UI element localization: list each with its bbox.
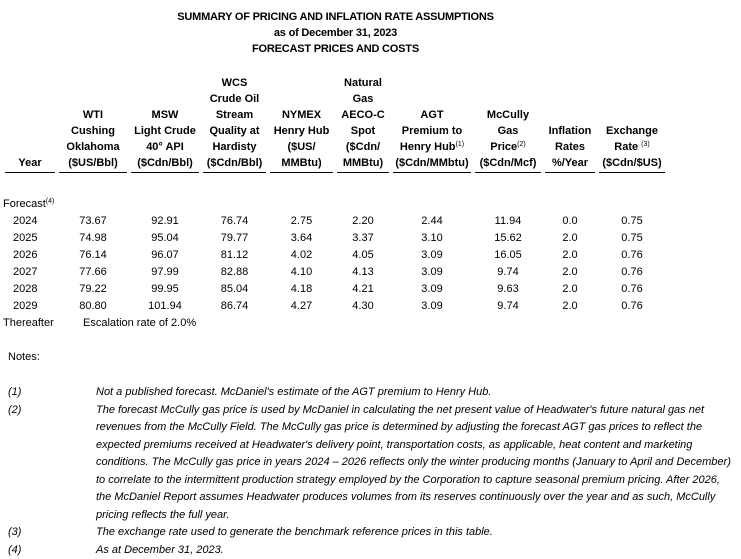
value-cell: 0.76 (597, 264, 667, 281)
value-cell: 2.75 (268, 213, 335, 230)
value-cell: 79.22 (57, 281, 129, 298)
column-header-line: WTI (57, 107, 129, 123)
note-number: (3) (8, 524, 96, 542)
value-cell: 0.76 (597, 298, 667, 315)
value-cell: 3.09 (391, 264, 473, 281)
column-header-line: Gas (473, 123, 543, 139)
column-header (473, 75, 543, 174)
column-header-line: Natural (335, 75, 391, 91)
value-cell: 73.67 (57, 213, 129, 230)
value-cell: 3.09 (391, 281, 473, 298)
note-number: (2) (8, 402, 96, 525)
value-cell: 85.04 (201, 281, 268, 298)
value-cell: 76.74 (201, 213, 268, 230)
column-header-line: %/Year (545, 155, 595, 173)
value-cell: 101.94 (129, 298, 201, 315)
column-header-line: Crude Oil (201, 91, 268, 107)
column-header-line: Hardisty (201, 139, 268, 155)
column-header-line-wrap (597, 139, 667, 155)
column-header-line: Spot (335, 123, 391, 139)
column-header-line: ($US/ (268, 139, 335, 155)
column-header-line: ($Cdn/Bbl) (203, 155, 266, 173)
year-cell: 2025 (3, 230, 57, 247)
column-header-line: ($Cdn/Bbl) (131, 155, 199, 173)
column-header-line: ($Cdn/ (335, 139, 391, 155)
value-cell: 77.66 (57, 264, 129, 281)
year-cell: 2029 (3, 298, 57, 315)
footnote-ref: (2) (517, 141, 526, 148)
note-text: Not a published forecast. McDaniel's estimate of the AGT premium to Henry Hub. (96, 384, 733, 402)
column-header-line: 40° API (129, 139, 201, 155)
column-header (129, 75, 201, 174)
table-row (3, 213, 667, 230)
column-header-line-wrap (391, 139, 473, 155)
column-header-line: Oklahoma (57, 139, 129, 155)
value-cell: 81.12 (201, 247, 268, 264)
table-row (3, 281, 667, 298)
footnote-ref: (3) (641, 141, 650, 148)
column-header-line: WCS (201, 75, 268, 91)
value-cell: 3.09 (391, 247, 473, 264)
value-cell: 16.05 (473, 247, 543, 264)
column-header-line: Inflation (543, 123, 597, 139)
column-header-line: AGT (391, 107, 473, 123)
note-item (8, 384, 733, 402)
value-cell: 3.64 (268, 230, 335, 247)
table-header-row (3, 75, 667, 174)
value-cell: 4.05 (335, 247, 391, 264)
note-text: The forecast McCully gas price is used by McDaniel in calculating the net present value of Headwater's future natural gas net revenues from the McCully Field. The McCully gas price is determined by adjusting the forecast AGT gas prices to reflect the expected premiums received at Headwater's delivery point, transportation costs, as applicable, heat content and marketing conditions. The McCully gas price in years 2024 – 2026 reflects only the winter producing months (January to April and December) to correlate to the intermittent production strategy employed by the Corporation to capture seasonal premium pricing. After 2026, the McDaniel Report assumes Headwater produces volumes from its reserves continuously over the year and as such, McCully pricing reflects the full year. (96, 402, 733, 525)
value-cell: 9.63 (473, 281, 543, 298)
column-header-line: MMBtu) (337, 155, 389, 173)
value-cell: 99.95 (129, 281, 201, 298)
value-cell: 0.0 (543, 213, 597, 230)
column-header-line: Price (490, 141, 517, 153)
value-cell: 0.75 (597, 230, 667, 247)
column-header-line: Year (5, 155, 55, 173)
column-header (57, 75, 129, 174)
footnote-ref: (1) (456, 141, 465, 148)
value-cell: 4.02 (268, 247, 335, 264)
title-line-3: FORECAST PRICES AND COSTS (0, 41, 671, 57)
year-cell: 2027 (3, 264, 57, 281)
note-number: (4) (8, 542, 96, 559)
column-header-line: Stream (201, 107, 268, 123)
column-header-line: Gas (335, 91, 391, 107)
value-cell: 4.18 (268, 281, 335, 298)
value-cell: 2.0 (543, 247, 597, 264)
value-cell: 2.0 (543, 298, 597, 315)
value-cell: 2.0 (543, 264, 597, 281)
thereafter-text: Escalation rate of 2.0% (57, 315, 268, 332)
value-cell: 2.0 (543, 281, 597, 298)
column-header-line: MSW (129, 107, 201, 123)
value-cell: 0.76 (597, 247, 667, 264)
value-cell: 4.27 (268, 298, 335, 315)
notes-list (8, 384, 733, 559)
thereafter-row (3, 315, 667, 332)
value-cell: 79.77 (201, 230, 268, 247)
section-row (3, 174, 667, 213)
pricing-table (3, 75, 667, 332)
value-cell: 3.10 (391, 230, 473, 247)
value-cell: 2.20 (335, 213, 391, 230)
value-cell: 9.74 (473, 264, 543, 281)
value-cell: 0.75 (597, 213, 667, 230)
note-text: The exchange rate used to generate the benchmark reference prices in this table. (96, 524, 733, 542)
value-cell: 95.04 (129, 230, 201, 247)
column-header (391, 75, 473, 174)
value-cell: 3.09 (391, 298, 473, 315)
note-item (8, 524, 733, 542)
column-header-line: Rate (614, 141, 641, 153)
column-header-line: Henry Hub (268, 123, 335, 139)
column-header-line: ($Cdn/$US) (599, 155, 665, 173)
title-line-1: SUMMARY OF PRICING AND INFLATION RATE ASSUMPTIONS (0, 9, 671, 25)
column-header-line: Premium to (391, 123, 473, 139)
note-number: (1) (8, 384, 96, 402)
document-title (0, 9, 671, 57)
notes-label: Notes: (8, 351, 40, 363)
column-header (543, 75, 597, 174)
column-header (268, 75, 335, 174)
column-header-line-wrap (473, 139, 543, 155)
column-header-line: MMBtu) (270, 155, 333, 173)
column-header-line: Rates (543, 139, 597, 155)
column-header-line: Exchange (597, 123, 667, 139)
column-header-line: ($Cdn/MMbtu) (393, 155, 471, 173)
value-cell: 4.30 (335, 298, 391, 315)
column-header-line: Light Crude (129, 123, 201, 139)
year-cell: 2028 (3, 281, 57, 298)
column-header (3, 75, 57, 174)
column-header-line: ($Cdn/Mcf) (475, 155, 541, 173)
value-cell: 82.88 (201, 264, 268, 281)
value-cell: 92.91 (129, 213, 201, 230)
value-cell: 2.0 (543, 230, 597, 247)
value-cell: 97.99 (129, 264, 201, 281)
table-row (3, 298, 667, 315)
year-cell: 2024 (3, 213, 57, 230)
value-cell: 96.07 (129, 247, 201, 264)
value-cell: 2.44 (391, 213, 473, 230)
thereafter-label: Thereafter (3, 315, 57, 332)
column-header-line: AECO-C (335, 107, 391, 123)
table-row (3, 264, 667, 281)
value-cell: 0.76 (597, 281, 667, 298)
column-header-line: NYMEX (268, 107, 335, 123)
column-header (201, 75, 268, 174)
value-cell: 76.14 (57, 247, 129, 264)
value-cell: 4.21 (335, 281, 391, 298)
value-cell: 86.74 (201, 298, 268, 315)
value-cell: 4.10 (268, 264, 335, 281)
column-header-line: Quality at (201, 123, 268, 139)
table-row (3, 247, 667, 264)
section-label (3, 174, 667, 213)
value-cell: 74.98 (57, 230, 129, 247)
column-header-line: McCully (473, 107, 543, 123)
table-body (3, 174, 667, 332)
section-label-text: Forecast (3, 198, 46, 210)
value-cell: 9.74 (473, 298, 543, 315)
note-item (8, 402, 733, 525)
title-line-2: as of December 31, 2023 (0, 25, 671, 41)
column-header-line: Henry Hub (400, 141, 456, 153)
year-cell: 2026 (3, 247, 57, 264)
column-header (335, 75, 391, 174)
table-row (3, 230, 667, 247)
value-cell: 15.62 (473, 230, 543, 247)
column-header-line: ($US/Bbl) (59, 155, 127, 173)
value-cell: 80.80 (57, 298, 129, 315)
value-cell: 4.13 (335, 264, 391, 281)
column-header-line: Cushing (57, 123, 129, 139)
column-header (597, 75, 667, 174)
section-footnote-ref: (4) (46, 198, 55, 205)
value-cell: 3.37 (335, 230, 391, 247)
note-text: As at December 31, 2023. (96, 542, 733, 559)
value-cell: 11.94 (473, 213, 543, 230)
note-item (8, 542, 733, 559)
